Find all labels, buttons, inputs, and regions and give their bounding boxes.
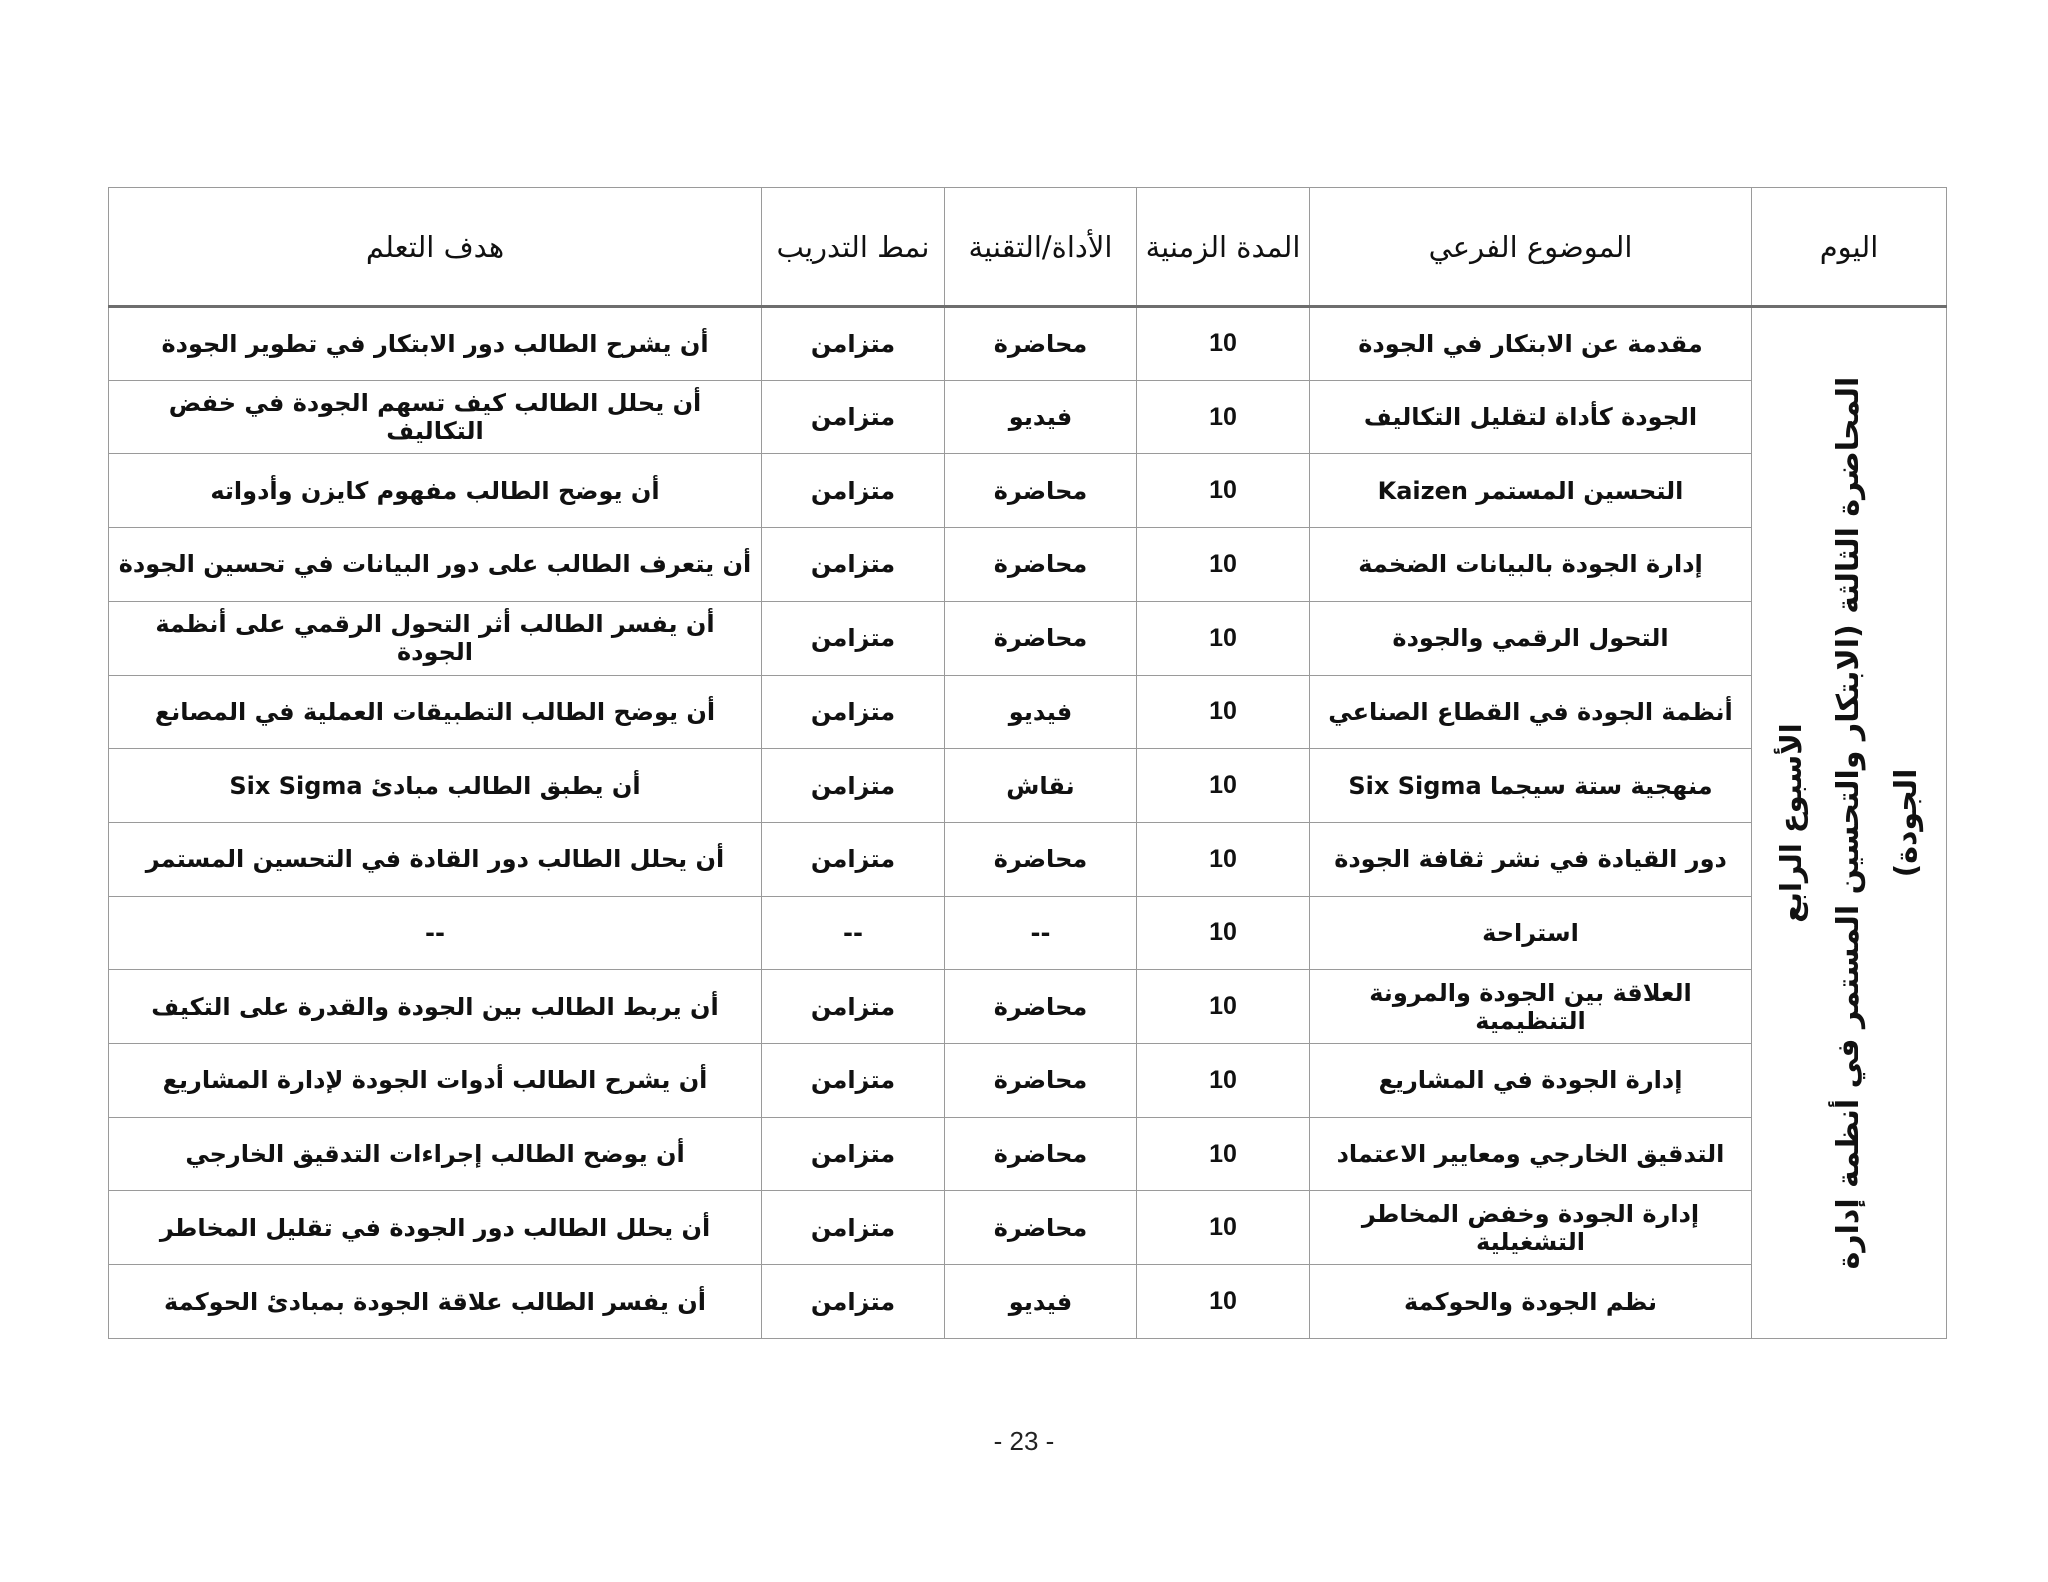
- duration-cell: 10: [1137, 528, 1310, 602]
- mode-cell: متزامن: [762, 454, 945, 528]
- lecture-title: المحاضرة الثالثة (الابتكار والتحسين المستمر في أنظمة إدارة الجودة): [1830, 376, 1924, 1270]
- goal-cell: أن يحلل الطالب دور الجودة في تقليل المخاطر: [109, 1191, 762, 1265]
- topic-cell: العلاقة بين الجودة والمرونة التنظيمية: [1310, 970, 1752, 1044]
- table-row: [109, 601, 1947, 675]
- duration-cell: 10: [1137, 1191, 1310, 1265]
- duration-cell: 10: [1137, 896, 1310, 970]
- tool-cell: محاضرة: [945, 1044, 1137, 1118]
- tool-cell: فيديو: [945, 380, 1137, 454]
- tool-cell: محاضرة: [945, 528, 1137, 602]
- page-number: - 23 -: [993, 1426, 1055, 1456]
- goal-cell: أن يوضح الطالب مفهوم كايزن وأدواته: [109, 454, 762, 528]
- mode-cell: متزامن: [762, 528, 945, 602]
- tool-cell: محاضرة: [945, 307, 1137, 381]
- mode-cell: متزامن: [762, 307, 945, 381]
- goal-cell: أن يطبق الطالب مبادئ Six Sigma: [109, 749, 762, 823]
- duration-cell: 10: [1137, 675, 1310, 749]
- mode-cell: متزامن: [762, 1117, 945, 1191]
- duration-cell: 10: [1137, 1117, 1310, 1191]
- duration-cell: 10: [1137, 822, 1310, 896]
- table-row: [109, 307, 1947, 381]
- tool-cell: محاضرة: [945, 1117, 1137, 1191]
- topic-cell: أنظمة الجودة في القطاع الصناعي: [1310, 675, 1752, 749]
- duration-cell: 10: [1137, 307, 1310, 381]
- topic-cell: إدارة الجودة وخفض المخاطر التشغيلية: [1310, 1191, 1752, 1265]
- tool-cell: محاضرة: [945, 1191, 1137, 1265]
- tool-cell: محاضرة: [945, 970, 1137, 1044]
- header-day: اليوم: [1752, 188, 1947, 307]
- table-row: [109, 675, 1947, 749]
- tool-cell: فيديو: [945, 675, 1137, 749]
- tool-cell: محاضرة: [945, 822, 1137, 896]
- goal-cell: --: [109, 896, 762, 970]
- schedule-table: [108, 187, 1947, 1339]
- mode-cell: متزامن: [762, 970, 945, 1044]
- goal-cell: أن يشرح الطالب أدوات الجودة لإدارة المشاريع: [109, 1044, 762, 1118]
- topic-cell: التحسين المستمر Kaizen: [1310, 454, 1752, 528]
- goal-cell: أن يحلل الطالب دور القادة في التحسين المستمر: [109, 822, 762, 896]
- header-tool: الأداة/التقنية: [945, 188, 1137, 307]
- duration-cell: 10: [1137, 970, 1310, 1044]
- header-topic: الموضوع الفرعي: [1310, 188, 1752, 307]
- duration-cell: 10: [1137, 749, 1310, 823]
- goal-cell: أن يفسر الطالب أثر التحول الرقمي على أنظمة الجودة: [109, 601, 762, 675]
- topic-cell: التحول الرقمي والجودة: [1310, 601, 1752, 675]
- table-row: [109, 1117, 1947, 1191]
- table-row: [109, 380, 1947, 454]
- topic-cell: مقدمة عن الابتكار في الجودة: [1310, 307, 1752, 381]
- header-duration: المدة الزمنية: [1137, 188, 1310, 307]
- table-row: [109, 454, 1947, 528]
- mode-cell: متزامن: [762, 380, 945, 454]
- table-row: [109, 1044, 1947, 1118]
- tool-cell: --: [945, 896, 1137, 970]
- goal-cell: أن يفسر الطالب علاقة الجودة بمبادئ الحوكمة: [109, 1265, 762, 1339]
- topic-cell: استراحة: [1310, 896, 1752, 970]
- mode-cell: متزامن: [762, 1265, 945, 1339]
- duration-cell: 10: [1137, 1265, 1310, 1339]
- mode-cell: متزامن: [762, 601, 945, 675]
- tool-cell: محاضرة: [945, 454, 1137, 528]
- duration-cell: 10: [1137, 380, 1310, 454]
- goal-cell: أن يوضح الطالب إجراءات التدقيق الخارجي: [109, 1117, 762, 1191]
- header-mode: نمط التدريب: [762, 188, 945, 307]
- goal-cell: أن يربط الطالب بين الجودة والقدرة على التكيف: [109, 970, 762, 1044]
- tool-cell: نقاش: [945, 749, 1137, 823]
- week-title: الأسبوع الرابع: [1773, 723, 1808, 923]
- tool-cell: محاضرة: [945, 601, 1137, 675]
- topic-cell: التدقيق الخارجي ومعايير الاعتماد: [1310, 1117, 1752, 1191]
- mode-cell: متزامن: [762, 1191, 945, 1265]
- duration-cell: 10: [1137, 1044, 1310, 1118]
- topic-cell: الجودة كأداة لتقليل التكاليف: [1310, 380, 1752, 454]
- topic-cell: إدارة الجودة بالبيانات الضخمة: [1310, 528, 1752, 602]
- tool-cell: فيديو: [945, 1265, 1137, 1339]
- goal-cell: أن يوضح الطالب التطبيقات العملية في المصانع: [109, 675, 762, 749]
- topic-cell: دور القيادة في نشر ثقافة الجودة: [1310, 822, 1752, 896]
- goal-cell: أن يتعرف الطالب على دور البيانات في تحسين الجودة: [109, 528, 762, 602]
- duration-cell: 10: [1137, 454, 1310, 528]
- mode-cell: متزامن: [762, 749, 945, 823]
- topic-cell: إدارة الجودة في المشاريع: [1310, 1044, 1752, 1118]
- header-goal: هدف التعلم: [109, 188, 762, 307]
- mode-cell: متزامن: [762, 1044, 945, 1118]
- table-header-row: [109, 188, 1947, 307]
- table-row: [109, 1265, 1947, 1339]
- table-row: [109, 896, 1947, 970]
- topic-cell: منهجية ستة سيجما Six Sigma: [1310, 749, 1752, 823]
- week-label-cell: [1752, 307, 1947, 1339]
- table-row: [109, 970, 1947, 1044]
- mode-cell: متزامن: [762, 675, 945, 749]
- mode-cell: --: [762, 896, 945, 970]
- goal-cell: أن يشرح الطالب دور الابتكار في تطوير الجودة: [109, 307, 762, 381]
- mode-cell: متزامن: [762, 822, 945, 896]
- table-row: [109, 528, 1947, 602]
- table-row: [109, 1191, 1947, 1265]
- table-row: [109, 822, 1947, 896]
- table-row: [109, 749, 1947, 823]
- topic-cell: نظم الجودة والحوكمة: [1310, 1265, 1752, 1339]
- duration-cell: 10: [1137, 601, 1310, 675]
- goal-cell: أن يحلل الطالب كيف تسهم الجودة في خفض التكاليف: [109, 380, 762, 454]
